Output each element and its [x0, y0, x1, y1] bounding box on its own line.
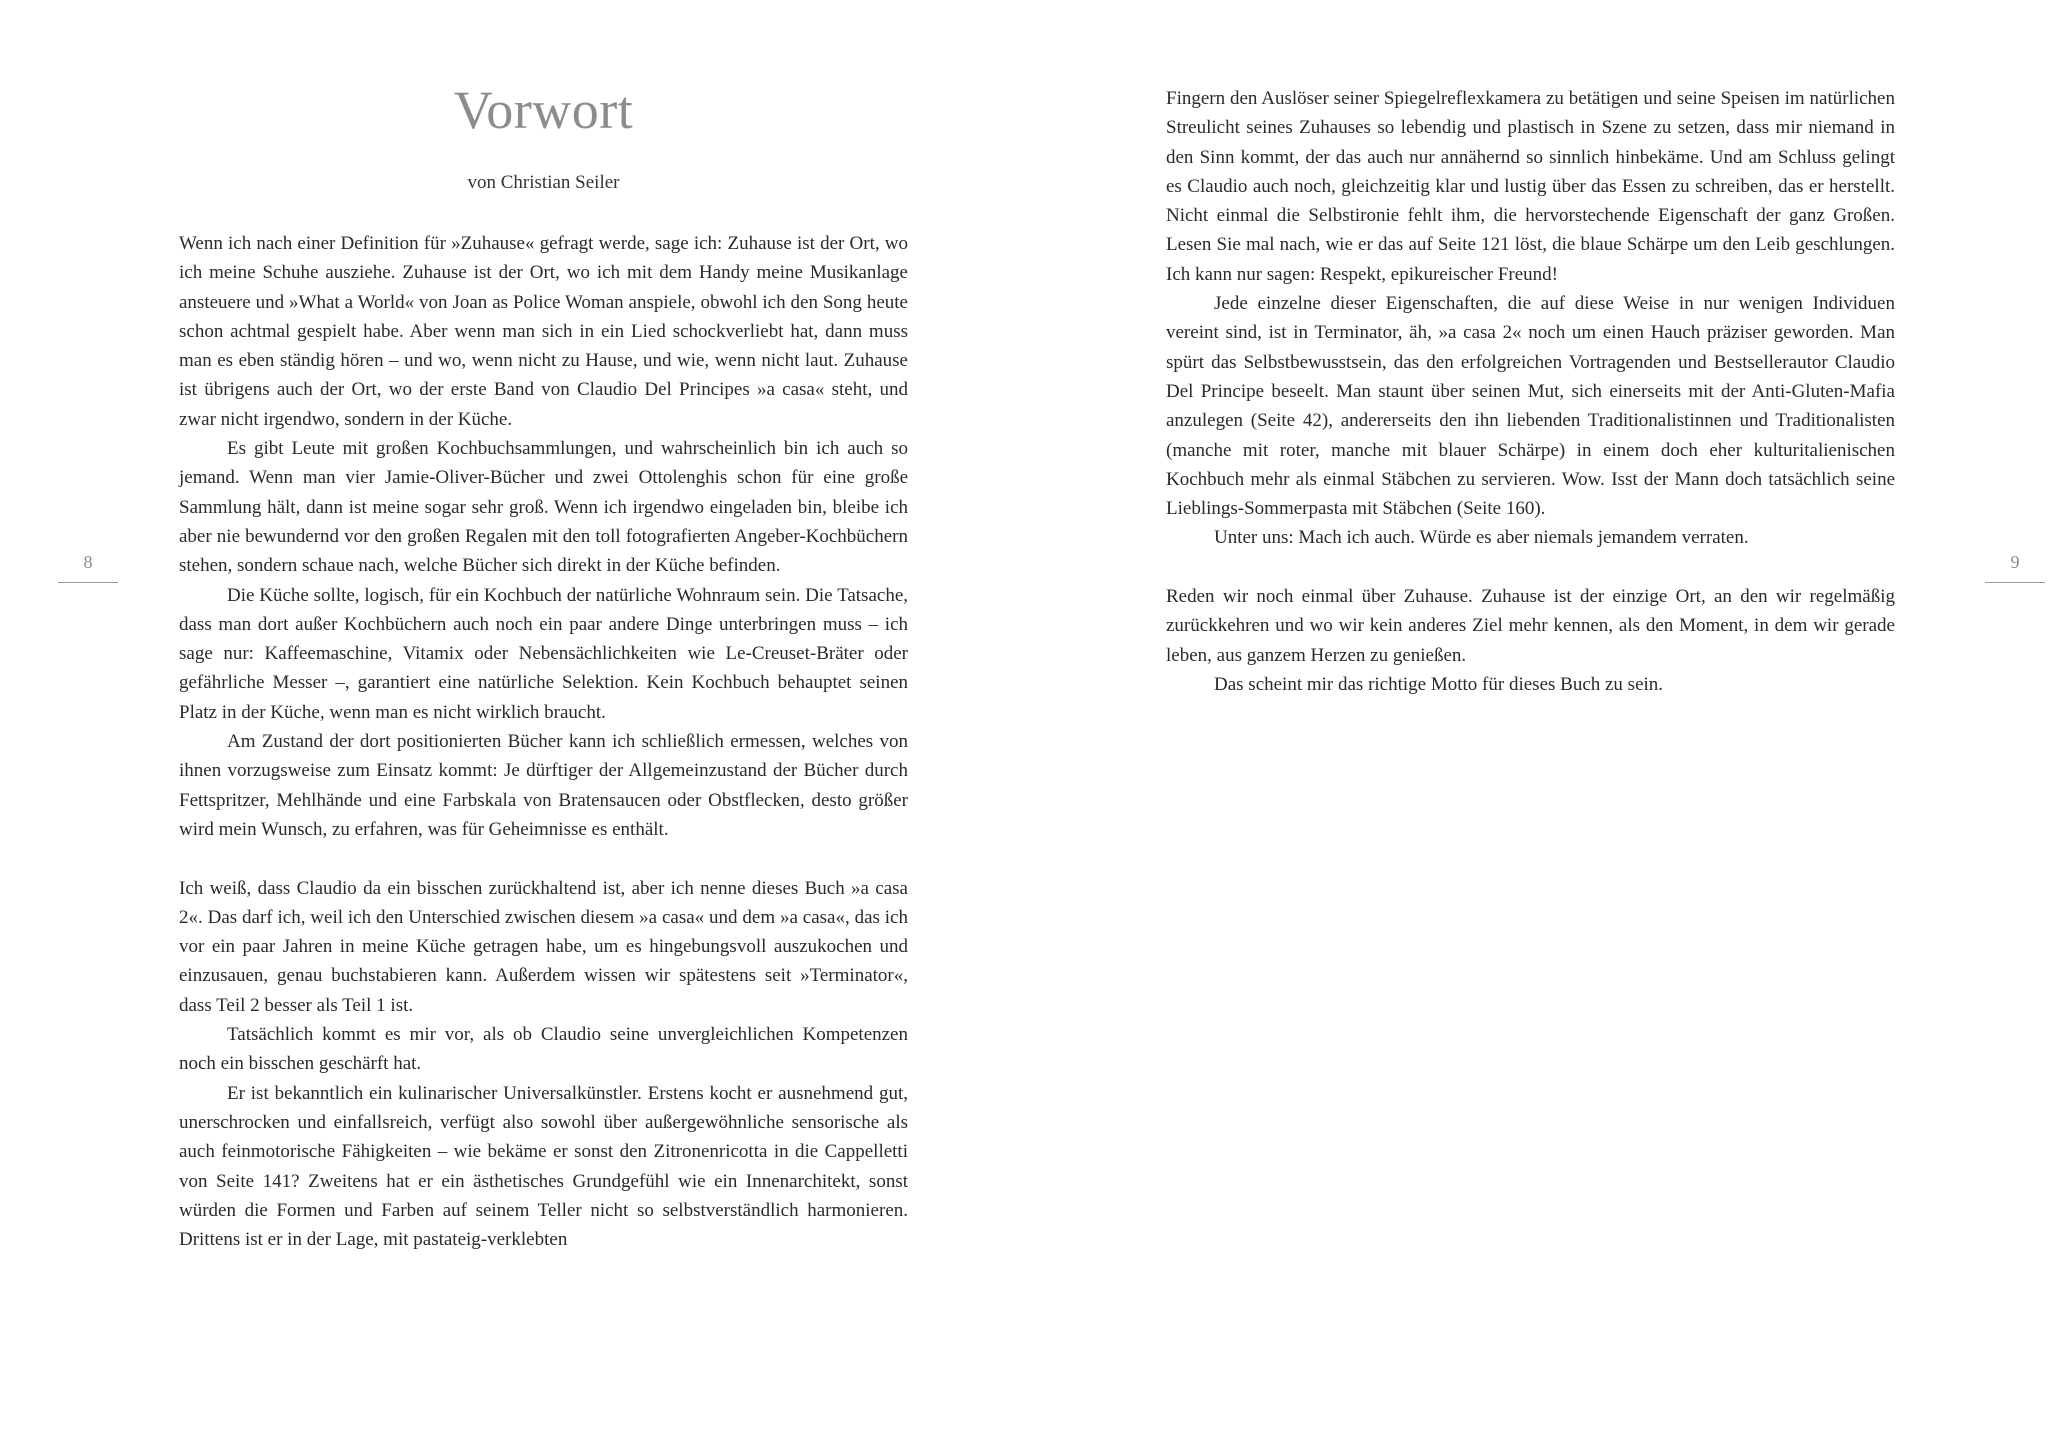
folio-divider-left	[58, 582, 118, 583]
folio-divider-right	[1985, 582, 2045, 583]
right-body-text	[1166, 84, 1895, 699]
paragraph: Es gibt Leute mit großen Kochbuchsammlungen, und wahrscheinlich bin ich auch so jemand. Wenn man vier Jamie-Oliver-Bücher und zwei Ottolenghis schon für eine große Sammlung hält, dann ist meine sogar sehr groß. Wenn ich irgendwo eingeladen bin, bleibe ich aber nie bewundernd vor den großen Regalen mit den toll fotografierten Angeber-Kochbüchern stehen, sondern schaue nach, welche Bücher sich direkt in der Küche befinden.	[179, 438, 908, 577]
left-body-text	[179, 229, 908, 1254]
paragraph: Ich weiß, dass Claudio da ein bisschen zurückhaltend ist, aber ich nenne dieses Buch »a casa 2«. Das darf ich, weil ich den Unterschied zwischen diesem »a casa« und dem »a casa«, das ich vor ein paar Jahren in meine Küche getragen habe, um es hingebungsvoll auszukochen und einzusauen, genau buchstabieren kann. Außerdem wissen wir spätestens seit »Terminator«, dass Teil 2 besser als Teil 1 ist.	[179, 877, 908, 1016]
page-title: Vorwort	[453, 80, 634, 140]
paragraph: Reden wir noch einmal über Zuhause. Zuhause ist der einzige Ort, an den wir regelmäßig zurückkehren und wo wir kein anderes Ziel mehr kennen, als den Moment, in dem wir gerade leben, aus ganzem Herzen zu genießen.	[1166, 586, 1895, 666]
right-page	[1033, 0, 2067, 1447]
paragraph: Die Küche sollte, logisch, für ein Kochbuch der natürliche Wohnraum sein. Die Tatsache, dass man dort außer Kochbüchern auch noch ein paar andere Dinge unterbringen muss – ich sage nur: Kaffeemaschine, Vitamix oder Nebensächlichkeiten wie Le-Creuset-Bräter oder gefährliche Messer –, garantiert eine natürliche Selektion. Kein Kochbuch behauptet seinen Platz in der Küche, wenn man es nicht wirklich braucht.	[179, 584, 908, 723]
paragraph: Das scheint mir das richtige Motto für dieses Buch zu sein.	[1214, 673, 1664, 695]
paragraph: Er ist bekanntlich ein kulinarischer Universalkünstler. Erstens kocht er ausnehmend gut, unerschrocken und einfallsreich, verfügt also sowohl über außergewöhnliche sensorische als auch feinmotorische Fähigkeiten – wie bekäme er sonst den Zitronenricotta in die Cappelletti von Seite 141? Zweitens hat er ein ästhetisches Grundgefühl wie ein Innenarchitekt, sonst würden die Formen und Farben auf seinem Teller nicht so selbstverständlich harmonieren. Drittens ist er in der Lage, mit pastateig-verklebten	[179, 1082, 908, 1251]
page-number-left: 8	[83, 552, 93, 572]
paragraph: Tatsächlich kommt es mir vor, als ob Claudio seine unvergleichlichen Kompetenzen noch ein bisschen geschärft hat.	[179, 1024, 908, 1075]
paragraph: Am Zustand der dort positionierten Bücher kann ich schließlich ermessen, welches von ihnen vorzugsweise zum Einsatz kommt: Je dürftiger der Allgemeinzustand der Bücher durch Fettspritzer, Mehlhände und eine Farbskala von Bratensaucen oder Obstflecken, desto größer wird mein Wunsch, zu erfahren, was für Geheimnisse es enthält.	[179, 731, 908, 840]
paragraph: Fingern den Auslöser seiner Spiegelreflexkamera zu betätigen und seine Speisen im natürlichen Streulicht seines Zuhauses so lebendig und plastisch in Szene zu setzen, dass mir niemand in den Sinn kommt, der das auch nur annähernd so sinnlich hinbekäme. Und am Schluss gelingt es Claudio auch noch, gleichzeitig klar und lustig über das Essen zu schreiben, das er herstellt. Nicht einmal die Selbstironie fehlt ihm, die hervorstechende Eigenschaft der ganz Großen. Lesen Sie mal nach, wie er das auf Seite 121 löst, die blaue Schärpe um den Leib geschlungen. Ich kann nur sagen: Respekt, epikureischer Freund!	[1166, 88, 1895, 285]
paragraph: Jede einzelne dieser Eigenschaften, die auf diese Weise in nur wenigen Individuen vereint sind, ist in Terminator, äh, »a casa 2« noch um einen Hauch präziser geworden. Man spürt das Selbstbewusstsein, das den erfolgreichen Vortragenden und Bestsellerautor Claudio Del Principe beseelt. Man staunt über seinen Mut, sich einerseits mit der Anti-Gluten-Mafia anzulegen (Seite 42), andererseits den ihn liebenden Traditionalistinnen und Traditionalisten (manche mit roter, manche mit blauer Schärpe) in einem doch eher kulturitalienischen Kochbuch mehr als einmal Stäbchen zu servieren. Wow. Isst der Mann doch tatsächlich seine Lieblings-Sommerpasta mit Stäbchen (Seite 160).	[1166, 293, 1895, 520]
paragraph: Unter uns: Mach ich auch. Würde es aber niemals jemandem verraten.	[1214, 527, 1749, 549]
author-byline: von Christian Seiler	[467, 172, 620, 193]
page-number-right: 9	[2010, 552, 2020, 572]
paragraph: Wenn ich nach einer Definition für »Zuhause« gefragt werde, sage ich: Zuhause ist der Ort, wo ich meine Schuhe ausziehe. Zuhause ist der Ort, wo ich mit dem Handy meine Musikanlage ansteuere und »What a World« von Joan as Police Woman anspiele, obwohl ich den Song heute schon achtmal gespielt habe. Aber wenn man sich in ein Lied schockverliebt hat, dann muss man es eben ständig hören – und wo, wenn nicht zu Hause, und wie, wenn nicht laut. Zuhause ist übrigens auch der Ort, wo der erste Band von Claudio Del Principes »a casa« steht, und zwar nicht irgendwo, sondern in der Küche.	[179, 233, 908, 430]
left-page	[0, 0, 1033, 1447]
